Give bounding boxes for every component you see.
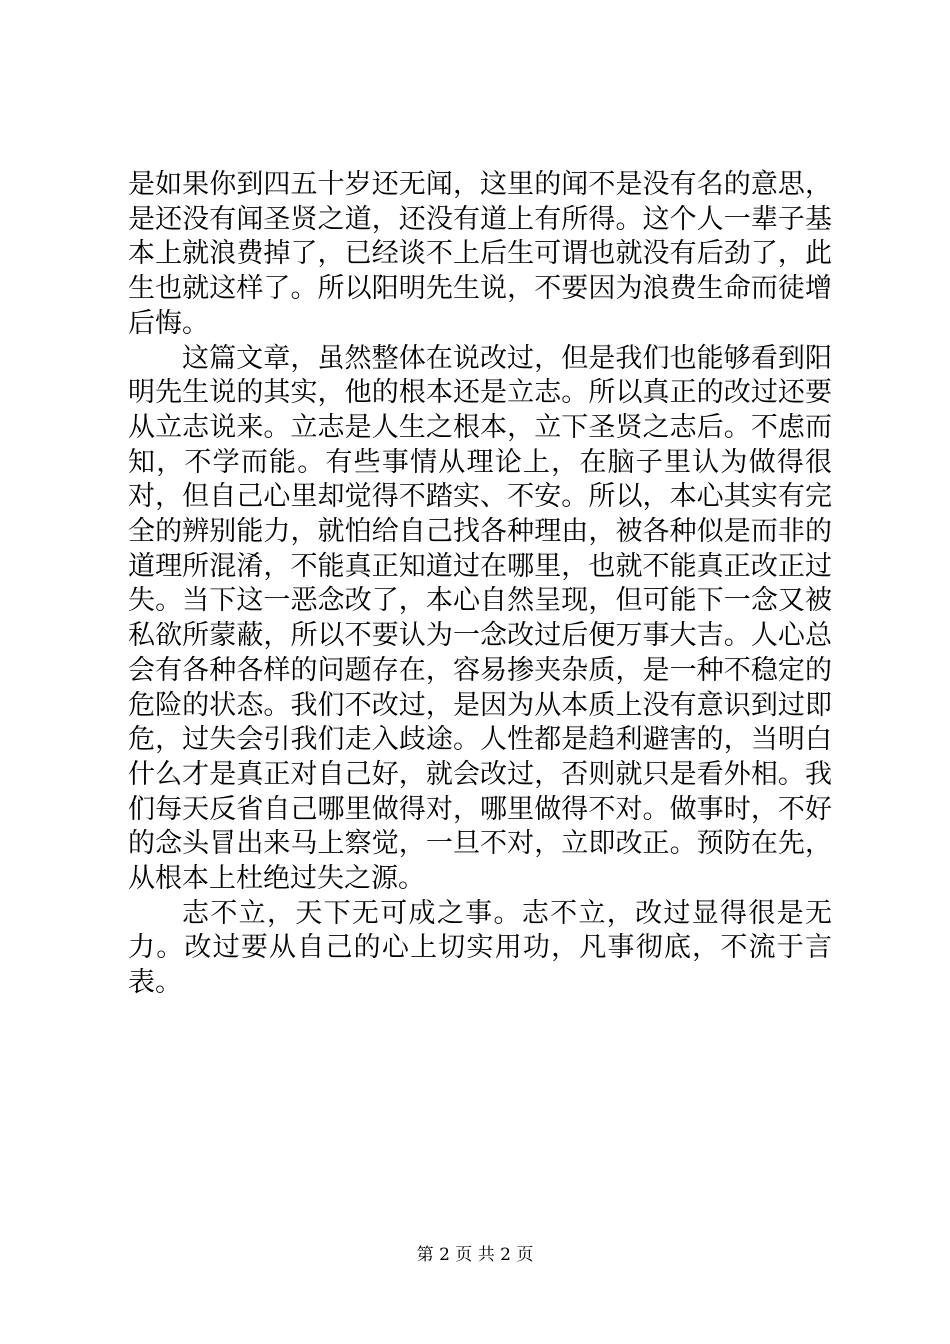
paragraph-3: 志不立，天下无可成之事。志不立，改过显得很是无力。改过要从自己的心上切实用功，凡事彻底，不流于言表。 <box>128 897 832 999</box>
document-body <box>128 168 832 1001</box>
paragraph-1: 是如果你到四五十岁还无闻，这里的闻不是没有名的意思，是还没有闻圣贤之道，还没有道上有所得。这个人一辈子基本上就浪费掉了，已经谈不上后生可谓也就没有后劲了，此生也就这样了。所以阳明先生说，不要因为浪费生命而徒增后悔。 <box>128 169 832 339</box>
paragraph-2: 这篇文章，虽然整体在说改过，但是我们也能够看到阳明先生说的其实，他的根本还是立志。所以真正的改过还要从立志说来。立志是人生之根本，立下圣贤之志后。不虑而知，不学而能。有些事情从理论上，在脑子里认为做得很对，但自己心里却觉得不踏实、不安。所以，本心其实有完全的辨别能力，就怕给自己找各种理由，被各种似是而非的道理所混淆，不能真正知道过在哪里，也就不能真正改正过失。当下这一恶念改了，本心自然呈现，但可能下一念又被私欲所蒙蔽，所以不要认为一念改过后便万事大吉。人心总会有各种各样的问题存在，容易掺夹杂质，是一种不稳定的危险的状态。我们不改过，是因为从本质上没有意识到过即危，过失会引我们走入歧途。人性都是趋利避害的，当明白什么才是真正对自己好，就会改过，否则就只是看外相。我们每天反省自己哪里做得对，哪里做得不对。做事时，不好的念头冒出来马上察觉，一旦不对，立即改正。预防在先，从根本上杜绝过失之源。 <box>128 342 832 895</box>
page-footer: 第 2 页 共 2 页 <box>416 1245 534 1265</box>
